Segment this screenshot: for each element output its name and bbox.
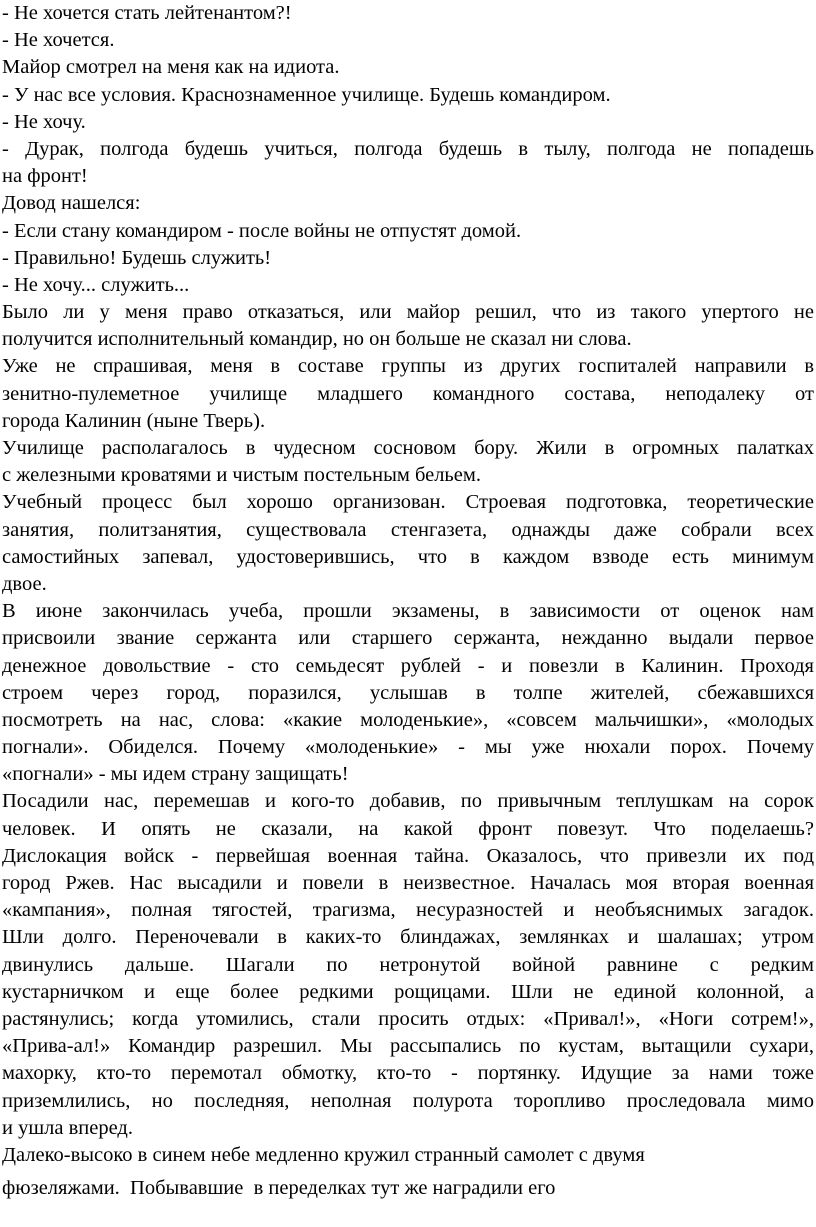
- text-line: города Калинин (ныне Тверь).: [2, 409, 266, 432]
- text-line: двинулись дальше. Шагали по нетронутой войной равнине с редким: [2, 953, 814, 976]
- text-line: - У нас все условия. Краснознаменное училище. Будешь командиром.: [2, 83, 611, 106]
- text-line: присвоили звание сержанта или старшего сержанта, нежданно выдали первое: [2, 627, 814, 650]
- text-line: Посадили нас, перемешав и кого-то добавив, по привычным теплушкам на сорок: [2, 790, 814, 813]
- text-line: денежное довольствие - сто семьдесят рублей - и повезли в Калинин. Проходя: [2, 654, 814, 677]
- text-line: - Не хочется стать лейтенантом?!: [2, 2, 292, 24]
- text-line: с железными кроватями и чистым постельным бельем.: [2, 464, 481, 487]
- text-line: приземлились, но последняя, неполная полурота торопливо проследовала мимо: [2, 1089, 814, 1112]
- text-line: Майор смотрел на меня как на идиота.: [2, 56, 340, 79]
- text-line: - Если стану командиром - после войны не отпустят домой.: [2, 219, 522, 242]
- text-line: - Дурак, полгода будешь учиться, полгода будешь в тылу, полгода не попадешь: [2, 137, 814, 160]
- text-line: «кампания», полная тягостей, трагизма, несуразностей и необъяснимых загадок.: [2, 899, 814, 922]
- text-line: - Правильно! Будешь служить!: [2, 246, 272, 269]
- text-line: растянулись; когда утомились, стали просить отдых: «Привал!», «Ноги сотрем!»,: [2, 1007, 814, 1030]
- text-line: занятия, политзанятия, существовала стенгазета, однажды даже собрали всех: [2, 518, 814, 541]
- text-line: - Не хочу.: [2, 110, 86, 133]
- text-line: махорку, кто-то перемотал обмотку, кто-то - портянку. Идущие за нами тоже: [2, 1062, 814, 1085]
- text-line: Уже не спрашивая, меня в составе группы из других госпиталей направили в: [2, 355, 814, 378]
- text-line: Шли долго. Переночевали в каких-то блиндажах, землянках и шалашах; утром: [2, 926, 814, 949]
- text-line: - Не хочу... служить...: [2, 273, 190, 296]
- text-line: В июне закончилась учеба, прошли экзамены, в зависимости от оценок нам: [2, 600, 814, 623]
- text-line: Дислокация войск - первейшая военная тайна. Оказалось, что привезли их под: [2, 844, 814, 867]
- text-line: зенитно-пулеметное училище младшего командного состава, неподалеку от: [2, 382, 814, 405]
- text-line: и ушла вперед.: [2, 1116, 133, 1139]
- text-line: получится исполнительный командир, но он больше не сказал ни слова.: [2, 328, 632, 351]
- text-line: Было ли у меня право отказаться, или майор решил, что из такого упертого не: [2, 301, 814, 324]
- text-line: кустарничком и еще более редкими рощицами. Шли не единой колонной, а: [2, 980, 814, 1003]
- text-line: «погнали» - мы идем страну защищать!: [2, 763, 349, 786]
- text-line: Далеко-высоко в синем небе медленно кружил странный самолет с двумя: [2, 1143, 645, 1166]
- text-line: двое.: [2, 572, 47, 595]
- text-line: Училище располагалось в чудесном сосновом бору. Жили в огромных палатках: [2, 437, 814, 459]
- text-line: город Ржев. Нас высадили и повели в неизвестное. Началась моя вторая военная: [2, 872, 814, 894]
- text-line: фюзеляжами. Побывавшие в переделках тут же наградили его: [2, 1177, 556, 1200]
- text-line: самостийных запевал, удостоверившись, что в каждом взводе есть минимум: [2, 545, 814, 568]
- text-line: Довод нашелся:: [2, 192, 141, 215]
- text-line: - Не хочется.: [2, 29, 115, 52]
- text-line: «Прива-ал!» Командир разрешил. Мы рассыпались по кустам, вытащили сухари,: [2, 1035, 814, 1058]
- text-line: посмотреть на нас, слова: «какие молоденькие», «совсем мальчишки», «молодых: [2, 708, 814, 731]
- text-line: человек. И опять не сказали, на какой фронт повезут. Что поделаешь?: [2, 817, 814, 840]
- text-line: строем через город, поразился, услышав в толпе жителей, сбежавшихся: [2, 681, 814, 704]
- text-line: Учебный процесс был хорошо организован. Строевая подготовка, теоретические: [2, 491, 814, 514]
- text-line: на фронт!: [2, 165, 88, 188]
- text-line: погнали». Обиделся. Почему «молоденькие» - мы уже нюхали порох. Почему: [2, 736, 814, 759]
